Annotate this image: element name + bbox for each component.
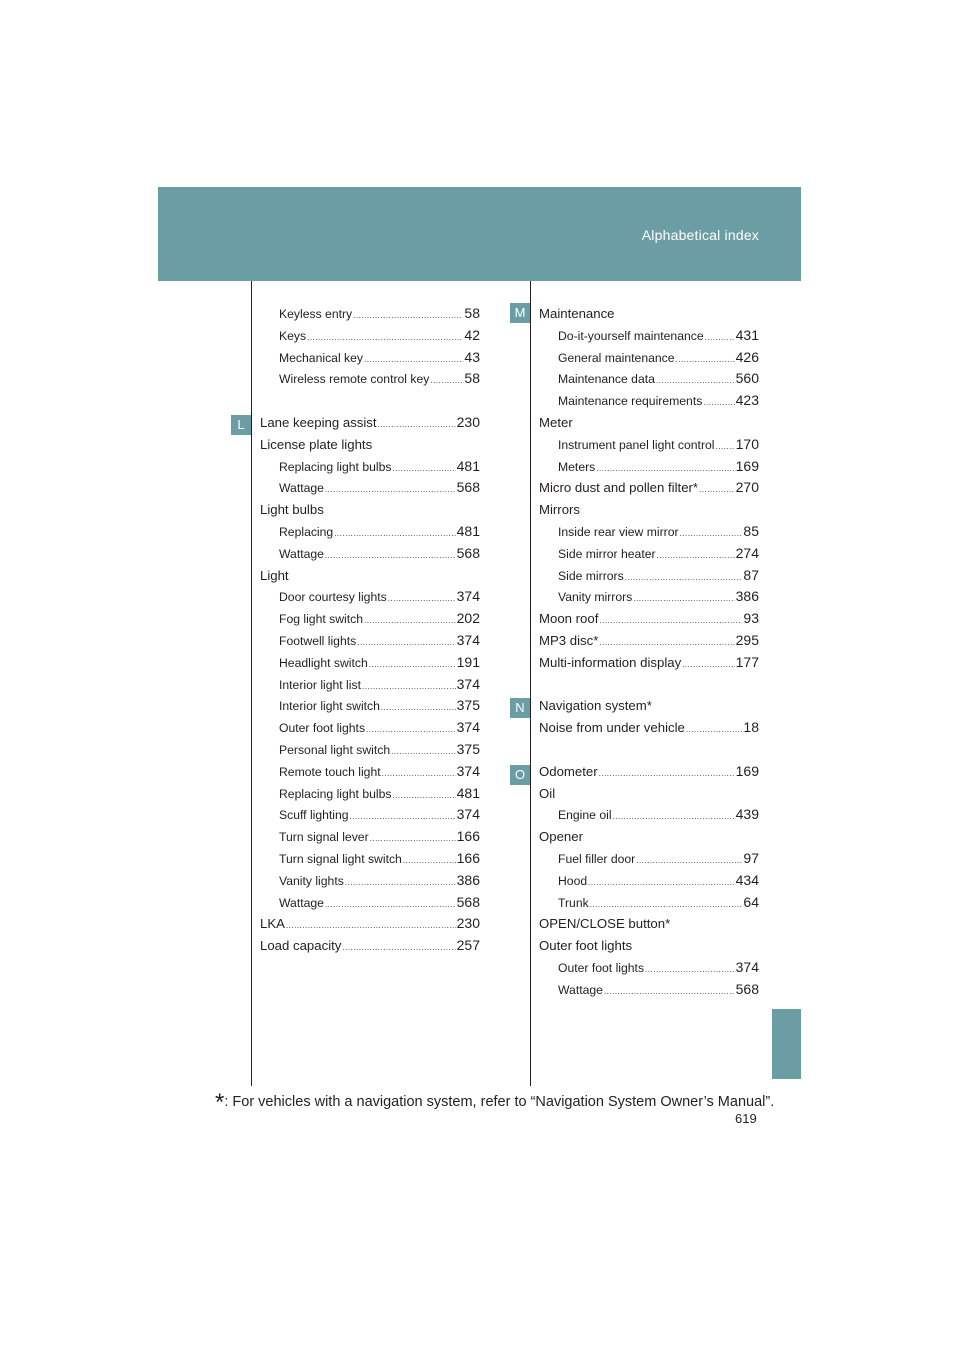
entry-label: Inside rear view mirror — [558, 524, 679, 539]
entry-page-number: 230 — [456, 413, 480, 430]
index-entry — [260, 913, 480, 935]
index-subentry — [260, 804, 480, 826]
entry-page-number: 202 — [456, 610, 480, 627]
index-entry — [260, 412, 480, 434]
index-subentry — [260, 303, 480, 325]
entry-label: Maintenance — [539, 306, 615, 321]
entry-label: Personal light switch — [279, 742, 391, 757]
entry-label: Maintenance data — [558, 372, 655, 387]
entry-label: Fuel filler door — [558, 851, 636, 866]
dot-leader — [388, 595, 456, 603]
entry-label: Interior light list — [279, 677, 361, 692]
entry-page-number: 560 — [735, 370, 759, 387]
entry-label: Fog light switch — [279, 612, 363, 627]
index-entry — [539, 826, 759, 848]
dot-leader — [636, 857, 742, 865]
entry-label: Replacing light bulbs — [279, 459, 392, 474]
index-subentry — [539, 957, 759, 979]
entry-page-number: 386 — [735, 588, 759, 605]
entry-page-number: 481 — [456, 522, 480, 539]
dot-leader — [625, 574, 743, 582]
dot-leader — [403, 857, 456, 865]
entry-page-number: 274 — [735, 544, 759, 561]
entry-page-number: 374 — [456, 806, 480, 823]
index-subentry — [260, 608, 480, 630]
index-entry — [539, 499, 759, 521]
entry-label: Multi-information display — [539, 654, 682, 670]
entry-label: License plate lights — [260, 436, 373, 452]
index-subentry — [260, 630, 480, 652]
dot-leader — [391, 748, 456, 756]
entry-label: MP3 disc* — [539, 632, 599, 648]
entry-page-number: 374 — [456, 719, 480, 736]
page-header — [158, 187, 801, 281]
entry-label: Turn signal light switch — [279, 851, 402, 866]
index-subentry — [539, 390, 759, 412]
entry-page-number: 431 — [735, 326, 759, 343]
entry-label: Odometer — [539, 763, 598, 779]
dot-leader — [362, 683, 456, 691]
index-entry — [539, 630, 759, 652]
index-entry — [260, 434, 480, 456]
index-entry — [539, 935, 759, 957]
index-subentry — [539, 368, 759, 390]
entry-label: Engine oil — [558, 808, 612, 823]
entry-page-number: 434 — [735, 871, 759, 888]
entry-page-number: 481 — [456, 457, 480, 474]
index-entry — [539, 695, 759, 717]
entry-label: Meter — [539, 414, 573, 430]
header-title: Alphabetical index — [641, 227, 759, 243]
dot-leader — [680, 530, 743, 538]
entry-page-number: 85 — [743, 522, 759, 539]
index-entry — [539, 783, 759, 805]
index-subentry — [539, 979, 759, 1001]
dot-leader — [392, 792, 455, 800]
entry-page-number: 177 — [735, 653, 759, 670]
dot-leader — [369, 661, 456, 669]
entry-page-number: 169 — [735, 457, 759, 474]
entry-page-number: 386 — [456, 871, 480, 888]
dot-leader — [370, 835, 456, 843]
entry-label: Scuff lighting — [279, 808, 349, 823]
entry-page-number: 568 — [456, 893, 480, 910]
index-subentry — [260, 870, 480, 892]
dot-leader — [590, 901, 743, 909]
section-letter-m: M — [510, 303, 530, 323]
entry-label: Navigation system* — [539, 698, 652, 714]
page-number: 619 — [735, 1111, 757, 1126]
dot-leader — [676, 356, 735, 364]
entry-label: Oil — [539, 785, 556, 801]
entry-page-number: 481 — [456, 784, 480, 801]
entry-page-number: 257 — [456, 937, 480, 954]
index-subentry — [539, 892, 759, 914]
entry-label: Outer foot lights — [279, 721, 366, 736]
entry-label: Hood — [558, 873, 588, 888]
dot-leader — [633, 595, 734, 603]
entry-page-number: 374 — [456, 675, 480, 692]
entry-label: Wattage — [279, 481, 324, 496]
index-subentry — [260, 739, 480, 761]
entry-page-number: 374 — [456, 631, 480, 648]
index-subentry — [260, 674, 480, 696]
entry-label: Mirrors — [539, 502, 581, 518]
entry-page-number: 87 — [743, 566, 759, 583]
index-subentry — [260, 848, 480, 870]
dot-leader — [366, 726, 456, 734]
dot-leader — [342, 944, 455, 952]
dot-leader — [596, 465, 734, 473]
entry-page-number: 58 — [464, 370, 480, 387]
dot-leader — [307, 334, 463, 342]
dot-leader — [382, 770, 456, 778]
index-subentry — [539, 870, 759, 892]
entry-page-number: 166 — [456, 828, 480, 845]
dot-leader — [599, 770, 735, 778]
index-subentry — [260, 783, 480, 805]
side-thumb-tab — [772, 1009, 801, 1079]
index-column-right — [539, 303, 759, 1001]
entry-label: Opener — [539, 829, 583, 845]
entry-label: Side mirror heater — [558, 546, 656, 561]
entry-label: General maintenance — [558, 350, 675, 365]
section-letter-o: O — [510, 765, 530, 785]
dot-leader — [325, 486, 456, 494]
entry-label: Replacing — [279, 524, 334, 539]
entry-label: Turn signal lever — [279, 830, 369, 845]
dot-leader — [656, 377, 735, 385]
entry-label: Wattage — [558, 982, 603, 997]
dot-leader — [705, 334, 735, 342]
index-subentry — [539, 804, 759, 826]
index-subentry — [260, 368, 480, 390]
index-subentry — [260, 717, 480, 739]
index-subentry — [539, 586, 759, 608]
entry-label: Noise from under vehicle — [539, 720, 685, 736]
index-subentry — [260, 892, 480, 914]
index-subentry — [260, 543, 480, 565]
entry-label: Moon roof — [539, 611, 599, 627]
entry-label: Interior light switch — [279, 699, 380, 714]
entry-label: Vanity lights — [279, 873, 344, 888]
dot-leader — [286, 922, 456, 930]
entry-page-number: 166 — [456, 849, 480, 866]
entry-page-number: 439 — [735, 806, 759, 823]
footnote — [215, 1089, 774, 1117]
entry-page-number: 43 — [464, 348, 480, 365]
dot-leader — [392, 465, 455, 473]
index-subentry — [539, 543, 759, 565]
entry-label: Remote touch light — [279, 764, 381, 779]
index-subentry — [539, 434, 759, 456]
dot-leader — [703, 399, 734, 407]
entry-label: Outer foot lights — [558, 960, 645, 975]
entry-label: Vanity mirrors — [558, 590, 633, 605]
index-subentry — [539, 347, 759, 369]
entry-label: Side mirrors — [558, 568, 624, 583]
entry-page-number: 375 — [456, 740, 480, 757]
entry-page-number: 568 — [735, 980, 759, 997]
index-subentry — [260, 761, 480, 783]
dot-leader — [364, 356, 463, 364]
index-entry — [260, 499, 480, 521]
entry-label: Lane keeping assist — [260, 414, 377, 430]
index-entry — [539, 717, 759, 739]
entry-page-number: 97 — [743, 849, 759, 866]
entry-page-number: 374 — [456, 588, 480, 605]
index-subentry — [260, 695, 480, 717]
index-subentry — [260, 652, 480, 674]
entry-page-number: 426 — [735, 348, 759, 365]
entry-page-number: 295 — [735, 631, 759, 648]
entry-label: Wattage — [279, 895, 324, 910]
dot-leader — [686, 726, 743, 734]
index-subentry — [539, 456, 759, 478]
section-letter-n: N — [510, 698, 530, 718]
entry-page-number: 64 — [743, 893, 759, 910]
entry-label: Keyless entry — [279, 307, 353, 321]
footnote-star: * — [215, 1089, 225, 1116]
entry-label: LKA — [260, 916, 285, 932]
dot-leader — [599, 617, 742, 625]
entry-label: Meters — [558, 459, 596, 474]
entry-page-number: 568 — [456, 479, 480, 496]
entry-label: Maintenance requirements — [558, 394, 703, 409]
section-gap — [539, 739, 759, 761]
index-entry — [539, 303, 759, 325]
entry-label: Trunk — [558, 895, 589, 910]
index-entry — [260, 565, 480, 587]
dot-leader — [364, 617, 456, 625]
section-letter-l: L — [231, 415, 251, 435]
entry-label: Mechanical key — [279, 350, 363, 365]
entry-page-number: 170 — [735, 435, 759, 452]
dot-leader — [357, 639, 455, 647]
entry-page-number: 230 — [456, 915, 480, 932]
dot-leader — [381, 704, 456, 712]
entry-label: Wattage — [279, 546, 324, 561]
entry-page-number: 191 — [456, 653, 480, 670]
dot-leader — [604, 988, 735, 996]
index-entry — [539, 412, 759, 434]
entry-page-number: 375 — [456, 697, 480, 714]
dot-leader — [613, 813, 735, 821]
dot-leader — [350, 813, 456, 821]
entry-label: Keys — [279, 328, 307, 343]
dot-leader — [325, 552, 456, 560]
section-gap — [260, 390, 480, 412]
index-entry — [260, 935, 480, 957]
entry-page-number: 58 — [464, 305, 480, 321]
index-subentry — [260, 325, 480, 347]
index-entry — [539, 477, 759, 499]
index-entry — [539, 913, 759, 935]
index-subentry — [260, 826, 480, 848]
index-subentry — [260, 586, 480, 608]
section-gap — [539, 674, 759, 696]
entry-label: Headlight switch — [279, 655, 368, 670]
entry-label: Outer foot lights — [539, 938, 633, 954]
entry-page-number: 568 — [456, 544, 480, 561]
entry-page-number: 93 — [743, 610, 759, 627]
dot-leader — [353, 312, 463, 320]
entry-label: Replacing light bulbs — [279, 786, 392, 801]
index-subentry — [539, 325, 759, 347]
dot-leader — [325, 901, 456, 909]
index-subentry — [260, 456, 480, 478]
entry-page-number: 42 — [464, 326, 480, 343]
entry-page-number: 18 — [743, 719, 759, 736]
left-rule — [251, 281, 252, 1086]
entry-page-number: 270 — [735, 479, 759, 496]
entry-page-number: 169 — [735, 762, 759, 779]
index-subentry — [539, 848, 759, 870]
dot-leader — [682, 661, 734, 669]
index-subentry — [260, 521, 480, 543]
entry-label: Door courtesy lights — [279, 590, 387, 605]
entry-page-number: 374 — [456, 762, 480, 779]
index-subentry — [539, 565, 759, 587]
dot-leader — [657, 552, 735, 560]
entry-page-number: 423 — [735, 392, 759, 409]
middle-rule — [530, 281, 531, 1086]
entry-label: Micro dust and pollen filter* — [539, 480, 699, 496]
index-subentry — [539, 521, 759, 543]
dot-leader — [599, 639, 734, 647]
index-entry — [539, 652, 759, 674]
index-subentry — [260, 477, 480, 499]
dot-leader — [716, 443, 735, 451]
entry-label: Instrument panel light control — [558, 437, 715, 452]
index-subentry — [260, 347, 480, 369]
entry-label: Load capacity — [260, 938, 342, 954]
index-entry — [539, 608, 759, 630]
entry-label: Footwell lights — [279, 633, 357, 648]
entry-label: Light bulbs — [260, 502, 324, 518]
dot-leader — [430, 377, 463, 385]
dot-leader — [645, 966, 735, 974]
entry-label: Wireless remote control key — [279, 372, 430, 387]
entry-label: OPEN/CLOSE button* — [539, 916, 671, 932]
entry-label: Light — [260, 567, 289, 583]
dot-leader — [345, 879, 456, 887]
index-column-left — [260, 303, 480, 957]
index-entry — [539, 761, 759, 783]
footnote-text: : For vehicles with a navigation system, refer to “Navigation System Owner’s Manual”. — [224, 1094, 775, 1110]
dot-leader — [699, 486, 735, 494]
dot-leader — [334, 530, 455, 538]
entry-label: Do-it-yourself maintenance — [558, 328, 704, 343]
entry-page-number: 374 — [735, 958, 759, 975]
dot-leader — [378, 421, 456, 429]
dot-leader — [588, 879, 735, 887]
